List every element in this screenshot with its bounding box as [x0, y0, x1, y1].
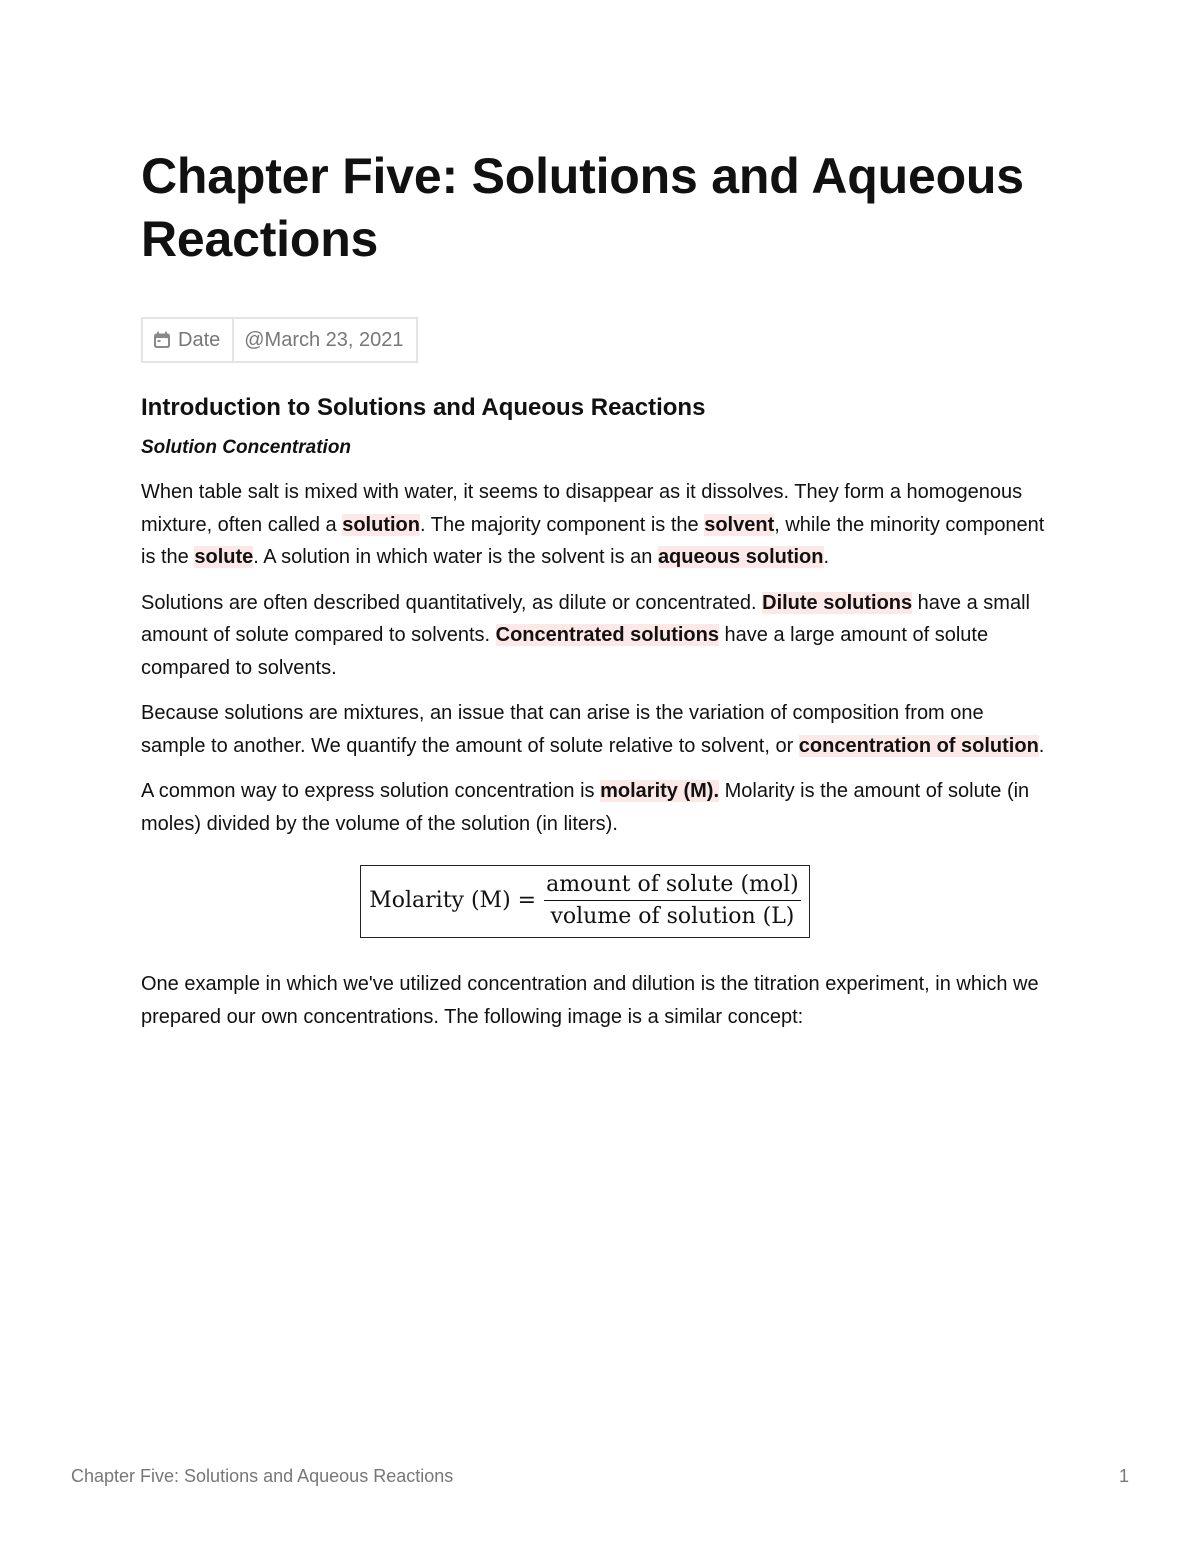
formula-fraction — [544, 872, 801, 929]
highlight-molarity: molarity (M). — [600, 780, 720, 802]
highlight-concentration-of-solution: concentration of solution — [798, 734, 1039, 757]
footer-page-number: 1 — [1118, 1466, 1129, 1486]
paragraph-3 — [141, 697, 1051, 762]
text-span: , while the minority component is the — [141, 513, 1045, 568]
paragraph-2 — [141, 587, 1051, 685]
section-subheading: Solution Concentration — [141, 437, 352, 458]
molarity-formula — [360, 865, 810, 938]
text-span: Because solutions are mixtures, an issue that can arise is the variation of composition from one sample to another. We quantify the amount of solute relative to solvent, or — [141, 702, 984, 757]
date-value[interactable]: @March 23, 2021 — [244, 328, 404, 351]
formula-numerator: amount of solute (mol) — [544, 872, 801, 901]
property-table — [141, 317, 418, 363]
date-property-name — [143, 319, 234, 361]
highlight-concentrated-solutions: Concentrated solutions — [495, 624, 719, 646]
text-span: have a large amount of solute compared to solvents. — [141, 624, 989, 679]
date-label: Date — [178, 328, 221, 351]
text-span: have a small amount of solute compared to solvents. — [141, 591, 1030, 646]
text-span: Solutions are often described quantitatively, as dilute or concentrated. — [141, 591, 763, 614]
formula-lhs: Molarity (M) = — [369, 888, 537, 913]
highlight-solution: solution — [342, 513, 420, 536]
paragraph-5 — [141, 968, 1051, 1033]
text-span: . The majority component is the — [419, 513, 705, 536]
text-span: A common way to express solution concentration is — [141, 780, 601, 802]
highlight-dilute-solutions: Dilute solutions — [762, 591, 913, 614]
text-span: . — [823, 546, 830, 568]
highlight-solvent: solvent — [704, 513, 775, 536]
calendar-icon — [153, 331, 171, 349]
document-content — [141, 145, 1051, 1033]
footer-title: Chapter Five: Solutions and Aqueous Reactions — [71, 1466, 454, 1486]
paragraph-4 — [141, 775, 1051, 840]
highlight-aqueous-solution: aqueous solution — [657, 546, 824, 568]
text-span: One example in which we've utilized concentration and dilution is the titration experiment, in which we prepared our own concentrations. The following image is a similar concept: — [141, 973, 1039, 1028]
formula-denominator: volume of solution (L) — [550, 904, 795, 929]
page-title: Chapter Five: Solutions and Aqueous Reactions — [141, 148, 1024, 267]
formula-block — [141, 865, 1051, 938]
highlight-solute: solute — [194, 546, 254, 568]
section-heading: Introduction to Solutions and Aqueous Reactions — [141, 394, 706, 421]
text-span: . A solution in which water is the solvent is an — [253, 546, 658, 568]
text-span: When table salt is mixed with water, it seems to disappear as it dissolves. They form a homogenous mixture, often called a — [141, 481, 1023, 536]
text-span: Molarity is the amount of solute (in moles) divided by the volume of the solution (in liters). — [141, 780, 1030, 835]
paragraph-1 — [141, 476, 1051, 574]
text-span: . — [1038, 734, 1045, 757]
